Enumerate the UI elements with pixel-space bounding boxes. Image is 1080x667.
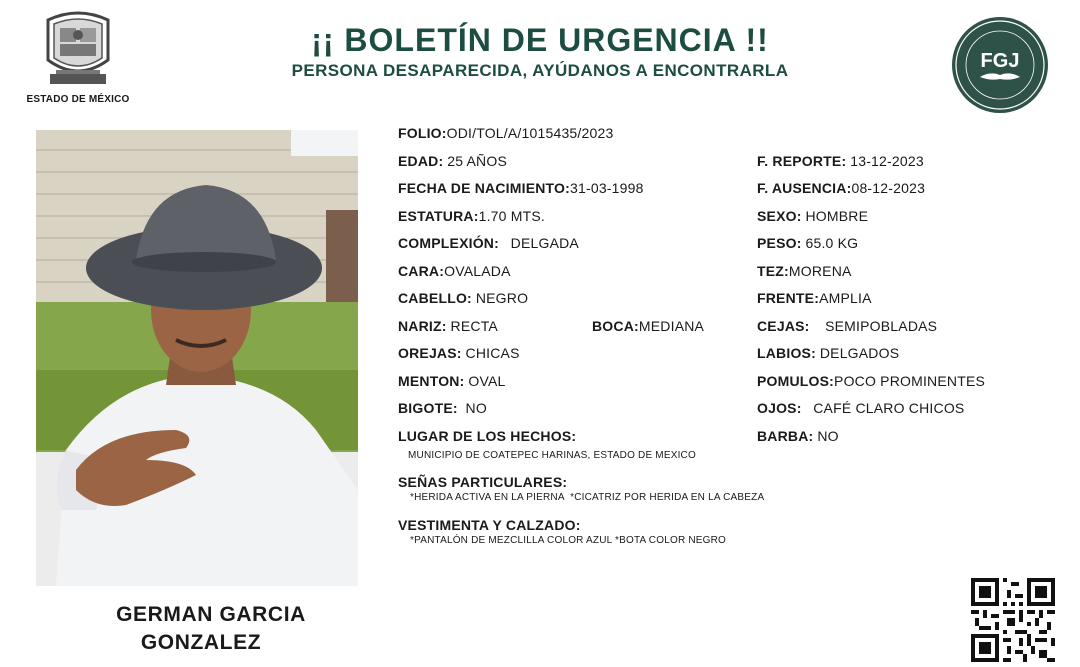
field-bigote xyxy=(398,399,487,417)
fgj-seal-text: FGJ xyxy=(980,50,1020,72)
peso-label: PESO: xyxy=(757,235,802,251)
person-name-line2: GONZALEZ xyxy=(140,631,262,654)
f-ausencia-label: F. AUSENCIA: xyxy=(757,180,852,196)
field-f-reporte xyxy=(757,152,924,170)
fecha-nacimiento-value: 31-03-1998 xyxy=(570,180,644,196)
person-photo-image xyxy=(36,130,358,586)
tez-label: TEZ: xyxy=(757,263,789,279)
vestimenta-label: VESTIMENTA Y CALZADO: xyxy=(398,517,581,533)
estatura-value: 1.70 MTS. xyxy=(478,208,545,224)
ojos-label: OJOS: xyxy=(757,400,802,416)
field-pomulos xyxy=(757,372,985,390)
qr-code[interactable] xyxy=(970,578,1056,662)
cara-value: OVALADA xyxy=(444,263,511,279)
field-nariz xyxy=(398,317,498,335)
field-lugar-hechos xyxy=(398,427,576,445)
field-estatura xyxy=(398,207,545,225)
folio-value: ODI/TOL/A/1015435/2023 xyxy=(446,125,614,141)
complexion-value: DELGADA xyxy=(510,235,579,251)
f-ausencia-value: 08-12-2023 xyxy=(851,180,926,196)
fgj-seal xyxy=(950,15,1050,115)
cejas-value: SEMIPOBLADAS xyxy=(825,318,938,334)
field-ojos xyxy=(757,399,964,417)
qr-code-icon xyxy=(970,578,1056,662)
folio-label: FOLIO: xyxy=(398,125,447,141)
sexo-value: HOMBRE xyxy=(805,208,869,224)
field-barba xyxy=(757,427,839,445)
f-reporte-value: 13-12-2023 xyxy=(850,153,924,169)
vestimenta-value: *PANTALÓN DE MEZCLILLA COLOR AZUL *BOTA COLOR NEGRO xyxy=(410,535,727,546)
field-complexion xyxy=(398,234,579,252)
field-labios xyxy=(757,344,899,362)
frente-value: AMPLIA xyxy=(819,290,872,306)
boca-value: MEDIANA xyxy=(638,318,705,334)
senas-label: SEÑAS PARTICULARES: xyxy=(398,474,568,490)
person-name-line1: GERMAN GARCIA xyxy=(116,603,306,626)
cabello-value: NEGRO xyxy=(475,290,529,306)
field-tez xyxy=(757,262,852,280)
field-cabello xyxy=(398,289,528,307)
field-orejas xyxy=(398,344,520,362)
cejas-label: CEJAS: xyxy=(757,318,810,334)
edad-label: EDAD: xyxy=(398,153,444,169)
labios-value: DELGADOS xyxy=(819,345,900,361)
menton-value: OVAL xyxy=(468,373,506,389)
boca-label: BOCA: xyxy=(592,318,639,334)
coat-of-arms-icon xyxy=(40,8,116,92)
cara-label: CARA: xyxy=(398,263,445,279)
person-photo xyxy=(36,130,358,586)
field-folio xyxy=(398,124,613,142)
field-sexo xyxy=(757,207,868,225)
complexion-label: COMPLEXIÓN: xyxy=(398,235,499,251)
field-senas xyxy=(398,473,567,491)
senas-value: *HERIDA ACTIVA EN LA PIERNA *CICATRIZ POR HERIDA EN LA CABEZA xyxy=(410,492,765,503)
field-fecha-nacimiento xyxy=(398,179,644,197)
nariz-label: NARIZ: xyxy=(398,318,447,334)
orejas-value: CHICAS xyxy=(465,345,520,361)
state-name: ESTADO DE MÉXICO xyxy=(26,94,130,105)
sexo-label: SEXO: xyxy=(757,208,802,224)
pomulos-value: POCO PROMINENTES xyxy=(834,373,986,389)
barba-label: BARBA: xyxy=(757,428,814,444)
estatura-label: ESTATURA: xyxy=(398,208,479,224)
field-boca xyxy=(592,317,704,335)
field-menton xyxy=(398,372,506,390)
edad-value: 25 AÑOS xyxy=(447,153,507,169)
bigote-value: NO xyxy=(465,400,487,416)
lugar-hechos-label: LUGAR DE LOS HECHOS: xyxy=(398,428,577,444)
peso-value: 65.0 KG xyxy=(805,235,859,251)
field-cara xyxy=(398,262,511,280)
field-peso xyxy=(757,234,858,252)
bulletin-subtitle: PERSONA DESAPARECIDA, AYÚDANOS A ENCONTRARLA xyxy=(291,61,789,80)
frente-label: FRENTE: xyxy=(757,290,820,306)
field-cejas xyxy=(757,317,937,335)
ojos-value: CAFÉ CLARO CHICOS xyxy=(813,400,965,416)
menton-label: MENTON: xyxy=(398,373,465,389)
lugar-hechos-value: MUNICIPIO DE COATEPEC HARINAS, ESTADO DE MEXICO xyxy=(408,450,696,461)
cabello-label: CABELLO: xyxy=(398,290,472,306)
bigote-label: BIGOTE: xyxy=(398,400,458,416)
orejas-label: OREJAS: xyxy=(398,345,462,361)
f-reporte-label: F. REPORTE: xyxy=(757,153,847,169)
fgj-seal-icon xyxy=(950,15,1050,115)
field-frente xyxy=(757,289,872,307)
barba-value: NO xyxy=(817,428,839,444)
labios-label: LABIOS: xyxy=(757,345,816,361)
field-edad xyxy=(398,152,507,170)
field-vestimenta xyxy=(398,516,581,534)
bulletin-title: ¡¡ BOLETÍN DE URGENCIA !! xyxy=(311,22,769,58)
nariz-value: RECTA xyxy=(450,318,498,334)
field-f-ausencia xyxy=(757,179,925,197)
pomulos-label: POMULOS: xyxy=(757,373,835,389)
tez-value: MORENA xyxy=(788,263,852,279)
fecha-nacimiento-label: FECHA DE NACIMIENTO: xyxy=(398,180,570,196)
